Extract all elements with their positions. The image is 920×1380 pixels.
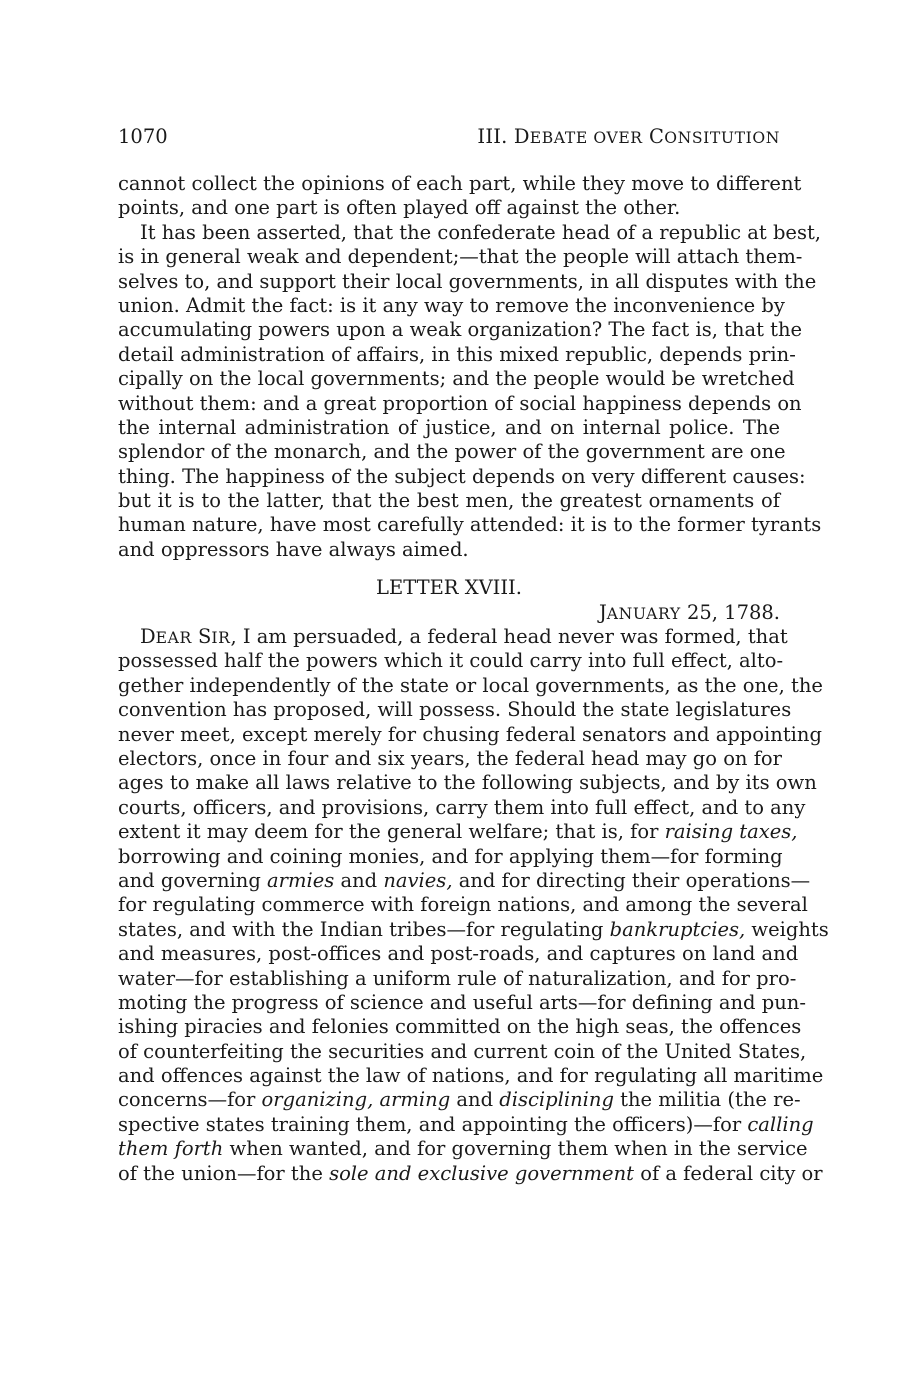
letter-paragraph <box>118 625 829 1186</box>
text-line: ishing piracies and felonies committed on the high seas, the offences <box>118 1015 802 1039</box>
text-line: selves to, and support their local governments, in all disputes with the <box>118 269 817 293</box>
text-line: concerns—for organizing, arming and disciplining the militia (the re- <box>118 1088 801 1112</box>
text-line: and measures, post-offices and post-roads, and captures on land and <box>118 942 799 966</box>
text-line: It has been asserted, that the confederate head of a republic at best, <box>140 220 822 244</box>
text-line: but it is to the latter, that the best men, the greatest ornaments of <box>118 489 780 513</box>
text-line: gether independently of the state or local governments, as the one, the <box>118 673 823 697</box>
text-line: thing. The happiness of the subject depends on very different causes: <box>118 464 806 488</box>
salutation: DEAR SIR <box>140 625 231 649</box>
dateline: JANUARY 25, 1788. <box>598 600 780 624</box>
text-line: electors, once in four and six years, the federal head may go on for <box>118 746 782 770</box>
text-line: points, and one part is often played off against the other. <box>118 196 681 220</box>
text-line: human nature, have most carefully attended: it is to the former tyrants <box>118 513 822 537</box>
text-line: ages to make all laws relative to the following subjects, and by its own <box>118 771 817 795</box>
text-line: extent it may deem for the general welfare; that is, for raising taxes, <box>118 820 798 844</box>
text-line: never meet, except merely for chusing federal senators and appointing <box>118 722 822 746</box>
section-title: III. DEBATE OVER CONSITUTION <box>477 125 780 148</box>
body-text <box>118 172 829 1186</box>
text-line: the internal administration of justice, and on internal police. The <box>118 415 780 439</box>
text-line: them forth when wanted, and for governing them when in the service <box>118 1137 808 1161</box>
text-line: cannot collect the opinions of each part, while they move to different <box>118 172 802 195</box>
running-head <box>118 124 780 150</box>
text-line: cipally on the local governments; and the people would be wretched <box>118 367 795 391</box>
letter-heading: LETTER XVIII. <box>376 576 522 600</box>
text-line: splendor of the monarch, and the power of the government are one <box>118 440 786 464</box>
page-number: 1070 <box>118 125 168 148</box>
text-line: without them: and a great proportion of social happiness depends on <box>118 391 802 415</box>
text-line: water—for establishing a uniform rule of naturalization, and for pro- <box>118 966 797 990</box>
text-line: borrowing and coining monies, and for applying them—for forming <box>118 844 783 868</box>
text-line: of counterfeiting the securities and current coin of the United States, <box>118 1039 807 1063</box>
paragraph-continued <box>118 172 802 221</box>
text-line: states, and with the Indian tribes—for regulating bankruptcies, weights <box>118 917 829 941</box>
text-line: and offences against the law of nations, and for regulating all maritime <box>118 1064 824 1088</box>
text-line: convention has proposed, will possess. Should the state legislatures <box>118 698 792 722</box>
text-line: possessed half the powers which it could carry into full effect, alto- <box>118 649 784 673</box>
text-line: accumulating powers upon a weak organization? The fact is, that the <box>118 318 803 342</box>
text-line: is in general weak and dependent;—that the people will attach them- <box>118 245 803 269</box>
text-line: and governing armies and navies, and for directing their operations— <box>118 868 811 892</box>
text-line: of the union—for the sole and exclusive government of a federal city or <box>118 1161 823 1185</box>
text-line: and oppressors have always aimed. <box>118 537 469 561</box>
text-line: union. Admit the fact: is it any way to remove the inconvenience by <box>118 293 785 317</box>
text-line: moting the progress of science and useful arts—for defining and pun- <box>118 990 806 1014</box>
text-line: spective states training them, and appointing the officers)—for calling <box>118 1112 814 1136</box>
text-line: DEAR SIR, I am persuaded, a federal head never was formed, that <box>140 625 788 649</box>
text-line: detail administration of affairs, in this mixed republic, depends prin- <box>118 342 796 366</box>
text-line: for regulating commerce with foreign nations, and among the several <box>118 893 808 917</box>
text-line: courts, officers, and provisions, carry them into full effect, and to any <box>118 795 806 819</box>
paragraph <box>118 220 822 562</box>
